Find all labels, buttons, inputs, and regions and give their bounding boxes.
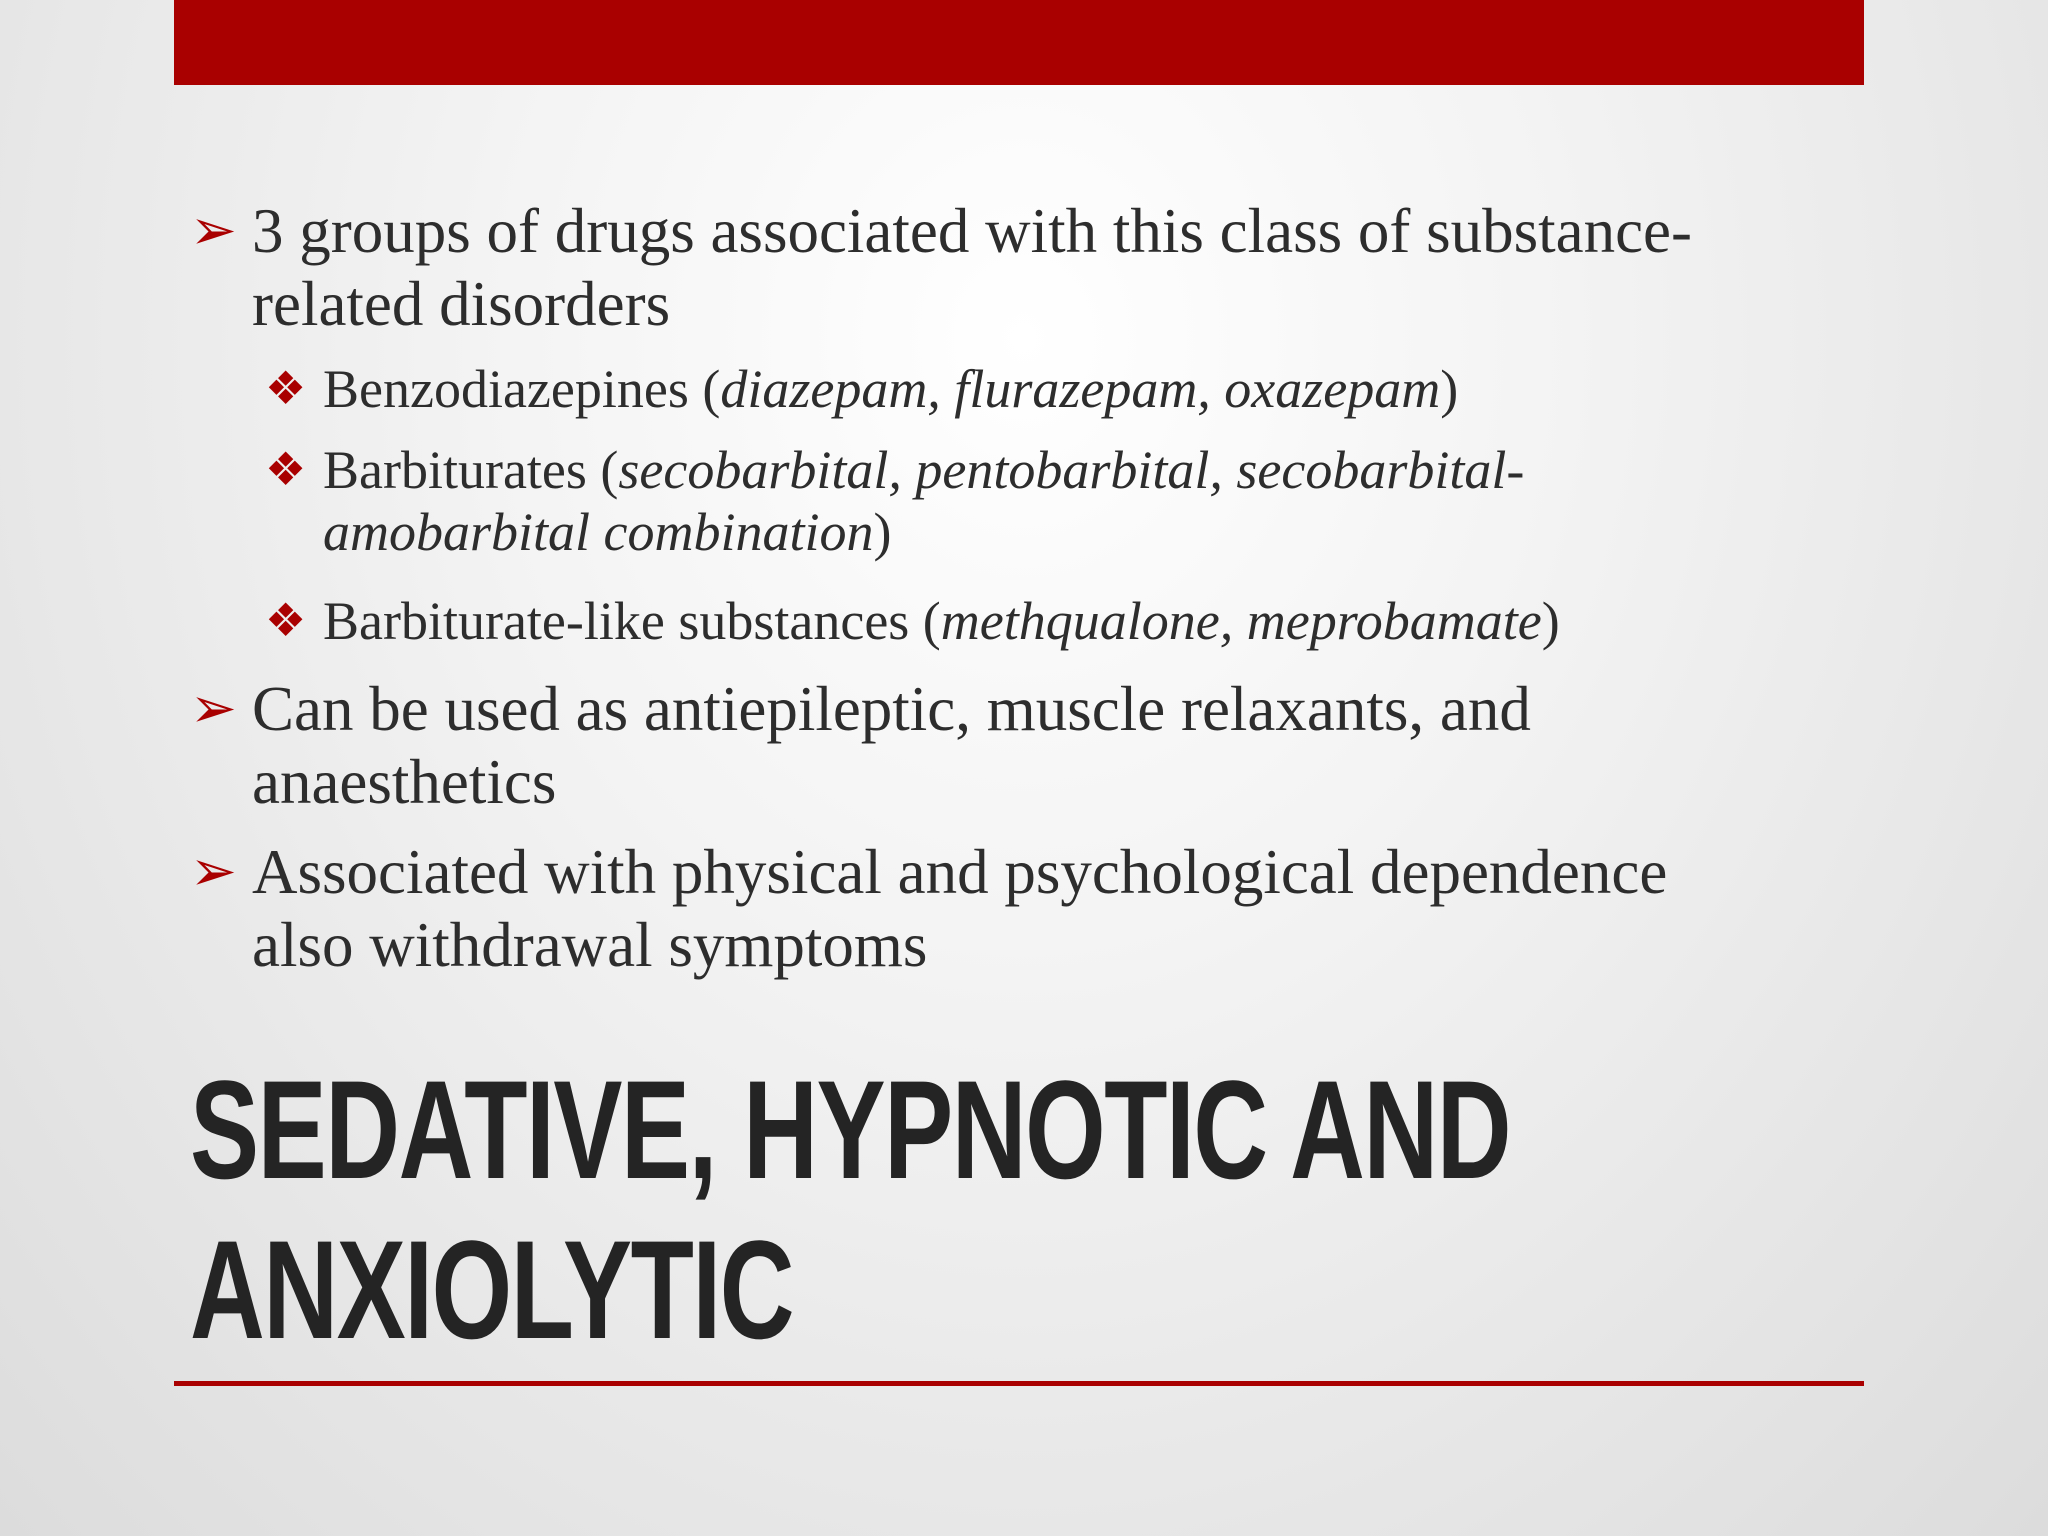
sub-bullet-barbiturates-line-2: amobarbital combination) bbox=[323, 502, 892, 562]
slide-title bbox=[190, 1050, 1510, 1370]
bullet-3-line-1: Associated with physical and psychological dependence bbox=[252, 837, 1668, 907]
diamond-cluster-bullet-icon: ❖ bbox=[265, 595, 307, 646]
bullet-1-line-2: related disorders bbox=[252, 269, 671, 339]
bullet-2-line-1: Can be used as antiepileptic, muscle relaxants, and bbox=[252, 674, 1531, 744]
diamond-cluster-bullet-icon: ❖ bbox=[265, 444, 307, 495]
arrow-bullet-icon: ➢ bbox=[190, 678, 237, 740]
slide-title-line-1: SEDATIVE, HYPNOTIC AND bbox=[190, 1051, 1511, 1208]
bullet-1-line-1: 3 groups of drugs associated with this class of substance- bbox=[252, 196, 1692, 266]
sub-bullet-barbiturate-like: Barbiturate-like substances (methqualone, meprobamate) bbox=[323, 591, 1560, 651]
sub-bullet-barbiturates-line-1: Barbiturates (secobarbital, pentobarbital, secobarbital- bbox=[323, 440, 1525, 500]
bullet-2-line-2: anaesthetics bbox=[252, 747, 557, 817]
arrow-bullet-icon: ➢ bbox=[190, 841, 237, 903]
diamond-cluster-bullet-icon: ❖ bbox=[265, 363, 307, 414]
arrow-bullet-icon: ➢ bbox=[190, 200, 237, 262]
slide-title-line-2: ANXIOLYTIC bbox=[190, 1211, 794, 1368]
sub-bullet-benzodiazepines: Benzodiazepines (diazepam, flurazepam, oxazepam) bbox=[323, 359, 1459, 419]
title-underline-rule bbox=[174, 1381, 1864, 1386]
bullet-3-line-2: also withdrawal symptoms bbox=[252, 910, 928, 980]
